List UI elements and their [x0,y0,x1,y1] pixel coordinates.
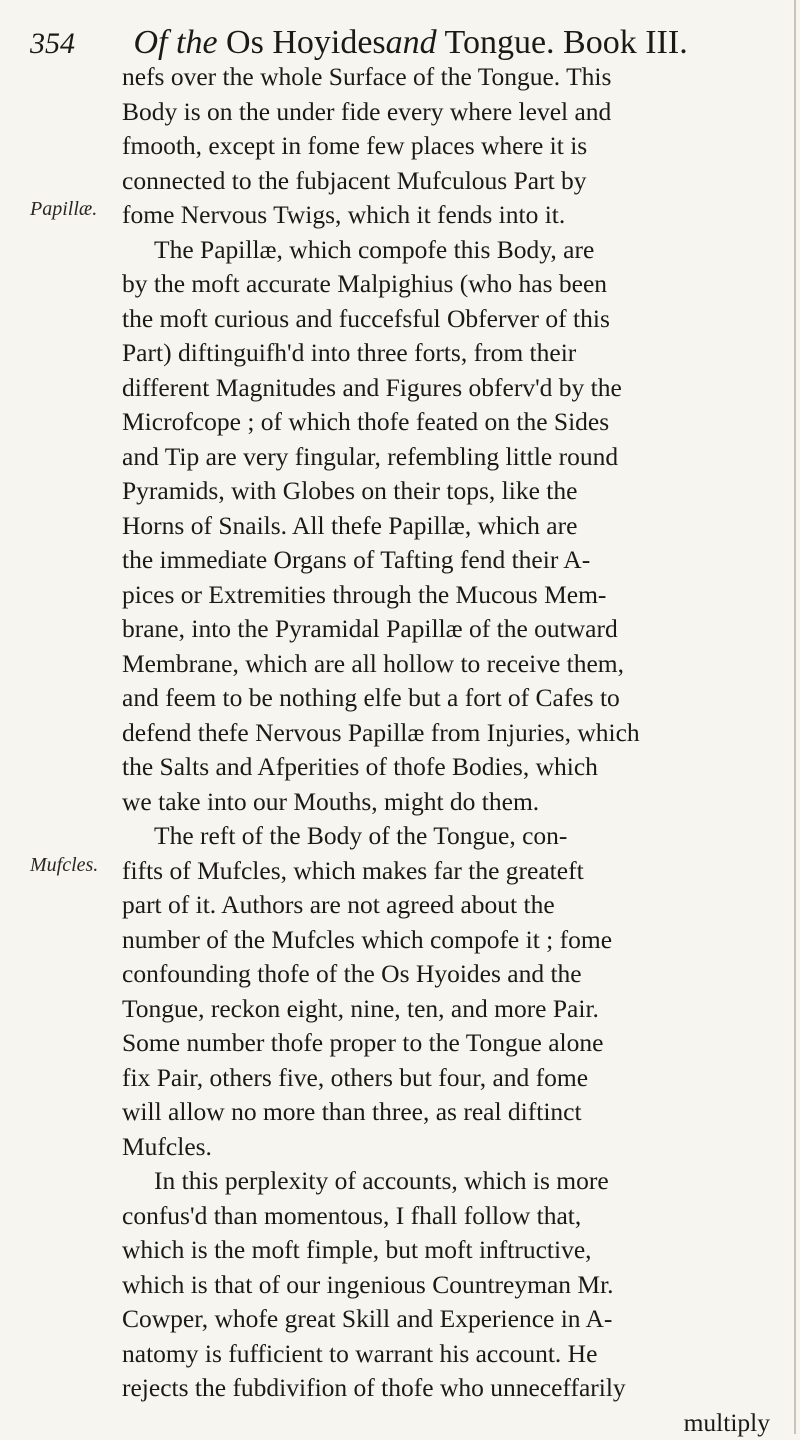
text-line: confounding thofe of the Os Hyoides and the [122,957,770,992]
text-line: The reft of the Body of the Tongue, con- [122,819,770,854]
text-line: rejects the fubdivifion of thofe who unneceffarily [122,1371,770,1406]
text-line: natomy is fufficient to warrant his account. He [122,1337,770,1372]
text-line: Horns of Snails. All thefe Papillæ, which are [122,509,770,544]
text-line: In this perplexity of accounts, which is more [122,1164,770,1199]
text-line: fifts of Mufcles, which makes far the greateft [122,854,770,889]
text-line: defend thefe Nervous Papillæ from Injuries, which [122,716,770,751]
text-line: part of it. Authors are not agreed about the [122,888,770,923]
text-line: number of the Mufcles which compofe it ; fome [122,923,770,958]
margin-note-muscles: Mufcles. [30,854,98,877]
page-number: 354 [30,19,125,69]
text-line: which is the moft fimple, but moft inftructive, [122,1233,770,1268]
text-line: the immediate Organs of Tafting fend their A- [122,543,770,578]
text-line: we take into our Mouths, might do them. [122,785,770,820]
text-line: and feem to be nothing elfe but a fort of Cafes to [122,681,770,716]
header-book: Book III. [563,24,688,61]
text-line: different Magnitudes and Figures obferv'd by the [122,371,770,406]
text-line: connected to the fubjacent Mufculous Part by [122,164,770,199]
header-title-os: Os Hoyides [226,24,386,61]
text-line: which is that of our ingenious Countreyman Mr. [122,1268,770,1303]
page-edge-line [794,0,796,1434]
text-line: Part) diftinguifh'd into three forts, from their [122,336,770,371]
text-line: by the moft accurate Malpighius (who has been [122,267,770,302]
text-line: and Tip are very fingular, refembling little round [122,440,770,475]
header-title-of: Of the [134,24,218,61]
text-line: Mufcles. [122,1130,770,1165]
body-text [122,60,770,1440]
header-title-tongue: Tongue. [445,24,555,61]
text-line: the moft curious and fuccefsful Obferver of this [122,302,770,337]
text-line: fmooth, except in fome few places where it is [122,129,770,164]
text-line: Some number thofe proper to the Tongue alone [122,1026,770,1061]
text-line: will allow no more than three, as real diftinct [122,1095,770,1130]
text-line: Pyramids, with Globes on their tops, like the [122,474,770,509]
text-line: Body is on the under fide every where level and [122,95,770,130]
text-line: The Papillæ, which compofe this Body, are [122,233,770,268]
text-line: the Salts and Afperities of thofe Bodies, which [122,750,770,785]
margin-note-papillae: Papillæ. [30,198,97,221]
text-line: Tongue, reckon eight, nine, ten, and more Pair. [122,992,770,1027]
text-line: multiply [122,1406,770,1440]
text-line: nefs over the whole Surface of the Tongue. This [122,60,770,95]
text-line: Membrane, which are all hollow to receive them, [122,647,770,682]
text-line: Microfcope ; of which thofe feated on the Sides [122,405,770,440]
text-line: pices or Extremities through the Mucous Mem- [122,578,770,613]
text-line: confus'd than momentous, I fhall follow that, [122,1199,770,1234]
header-title-and: and [386,24,437,61]
text-line: brane, into the Pyramidal Papillæ of the outward [122,612,770,647]
text-line: fix Pair, others five, others but four, and fome [122,1061,770,1096]
text-line: Cowper, whofe great Skill and Experience in A- [122,1302,770,1337]
text-line: fome Nervous Twigs, which it fends into it. [122,198,770,233]
